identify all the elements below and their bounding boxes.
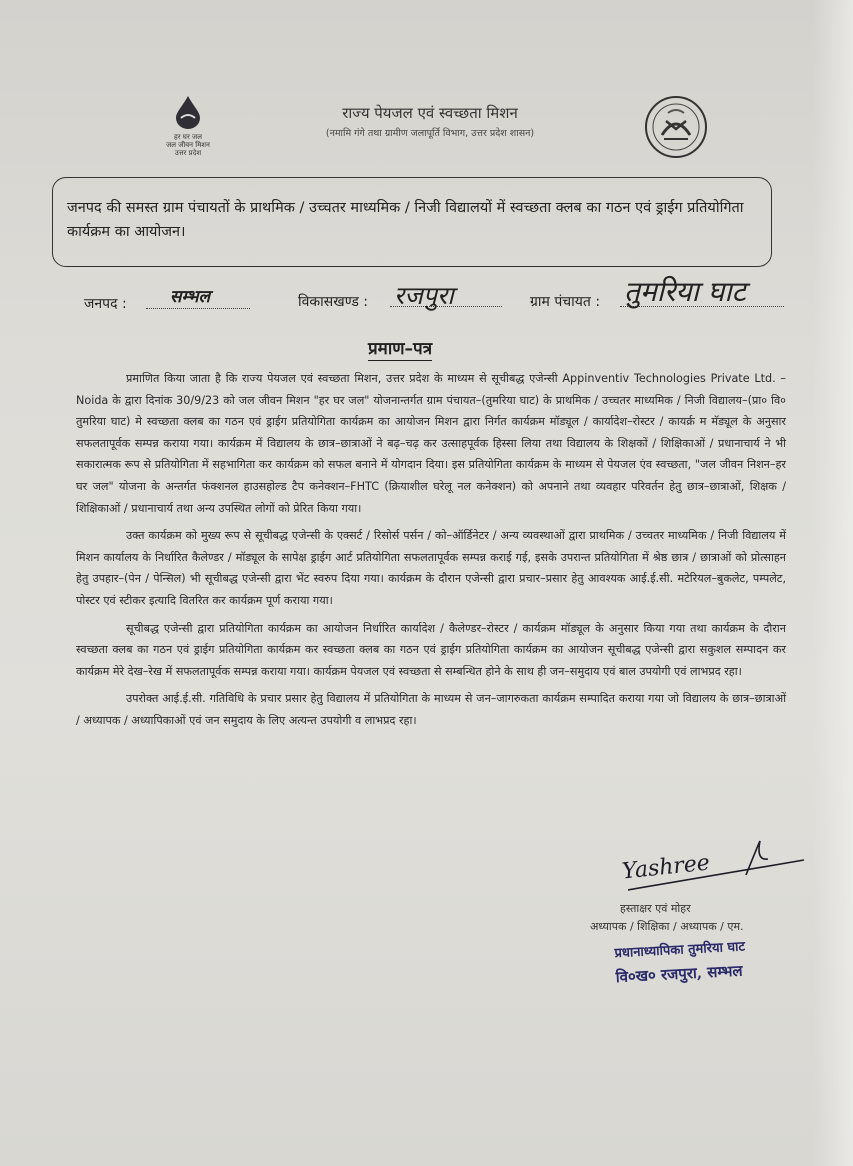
letterhead	[250, 103, 610, 139]
paragraph-3: सूचीबद्ध एजेन्सी द्वारा प्रतियोगिता कार्यक्रम का आयोजन निर्धारित कार्यादेश / कैलेण्डर–रोस्टर / कार्यक्रम मॉड्यूल के अनुसार किया गया तथा कार्यक्रम के दौरान स्वच्छता क्लब का गठन एवं ड्राईग प्रतियोगिता कार्यक्रम कर स्वच्छता क्लब का गठन एवं ड्राईग प्रतियोगिता कार्यक्रम का आयोजन सूचीबद्ध एजेन्सी द्वारा सकुशल सम्पादन कर कार्यक्रम मेरे देख–रेख में सफलतापूर्वक सम्पन्न कराया गया। कार्यक्रम पेयजल एवं स्वच्छता से सम्बन्धित होने के साथ ही जन–समुदाय एवं बाल उपयोगी एवं लाभप्रद रहा।	[76, 621, 786, 678]
subject-text: जनपद की समस्त ग्राम पंचायतों के प्राथमिक / उच्चतर माध्यमिक / निजी विद्यालयों में स्वच्छता क्लब का गठन एवं ड्राईग प्रतियोगिता कार्यक्रम का आयोजन।	[67, 200, 744, 240]
district-label: जनपद :	[84, 296, 127, 312]
stamp-line-2: वि०ख० रजपुरा, सम्भल	[615, 961, 743, 987]
block-label: विकासखण्ड :	[298, 294, 369, 310]
paragraph-4: उपरोक्त आई.ई.सी. गतिविधि के प्रचार प्रसार हेतु विद्यालय में प्रतियोगिता के माध्यम से जन–जागरुकता कार्यक्रम सम्पादित कराया गया जो विद्यालय के छात्र–छात्राओं / अध्यापक / अध्यापिकाओं एवं जन समुदाय के लिए अत्यन्त उपयोगी व लाभप्रद रहा।	[76, 692, 786, 727]
signer-caption	[590, 900, 744, 936]
district-value: सम्भल	[170, 287, 211, 307]
up-government-emblem-icon	[632, 95, 716, 159]
school-stamp	[614, 933, 816, 987]
logo-caption: हर घर जल जल जीवन मिशन उत्तर प्रदेश	[166, 133, 210, 157]
paragraph-2: उक्त कार्यक्रम को मुख्य रूप से सूचीबद्ध एजेन्सी के एक्सर्ट / रिसोर्स पर्सन / को–ऑर्डिनेटर / अन्य व्यवस्थाओं द्वारा प्राथमिक / उच्चतर माध्यमिक / निजी विद्यालय में मिशन कार्यालय के निर्धारित कैलेण्डर / मॉड्यूल के सापेक्ष ड्राईग आर्ट प्रतियोगिता सफलतापूर्वक सम्पन्न कराई गई, इसके उपरान्त प्रतियोगिता में श्रेष्ठ छात्र / छात्राओं को प्रोत्साहन हेतु उपहार–(पेन / पेन्सिल) भी सूचीबद्ध एजेन्सी द्वारा भेंट स्वरुप दिया गया। कार्यक्रम के दौरान एजेन्सी द्वारा प्रचार–प्रसार हेतु आवश्यक आई.ई.सी. मटेरियल–बुकलेट, पम्पलेट, पोस्टर एवं स्टीकर इत्यादि वितरित कर कार्यक्रम पूर्ण कराया गया।	[76, 529, 786, 607]
department-name: (नमामि गंगे तथा ग्रामीण जलापूर्ति विभाग, उत्तर प्रदेश शासन)	[325, 128, 535, 139]
water-drop-icon	[173, 95, 203, 129]
block-value: रजपुरा	[394, 281, 454, 310]
certificate-title: प्रमाण–पत्र	[368, 336, 432, 361]
subject-box	[52, 177, 772, 267]
sign-seal-caption: हस्ताक्षर एवं मोहर	[620, 902, 691, 915]
stamp-line-1: प्रधानाध्यापिका तुमरिया घाट	[614, 939, 746, 962]
paragraph-1: प्रमाणित किया जाता है कि राज्य पेयजल एवं स्वच्छता मिशन, उत्तर प्रदेश के माध्यम से सूचीबद्ध एजेन्सी Appinventiv Technologies Private Ltd. – Noida के द्वारा दिनांक 30/9/23 को जल जीवन मिशन "हर घर जल" योजनान्तर्गत ग्राम पंचायत–(तुमरिया घाट) के प्राथमिक / उच्चतर माध्यमिक / निजी विद्यालय–(प्रा० वि० तुमरिया घाट) मे स्वच्छता क्लब का गठन एवं ड्राईग प्रतियोगिता कार्यक्रम का आयोजन मिशन द्वारा निर्गत कार्यक्रम मॉड्यूल / कार्यादेश–रोस्टर / कायर्क्र म मॅड्यूल के अनुसार सफलतापूर्वक सम्पन्न कराया गया। कार्यक्रम में विद्यालय के छात्र–छात्राओं ने बढ़–चढ़ कर उत्साहपूर्वक हिस्सा लिया तथा विद्यालय के शिक्षकों / शिक्षिकाओं / प्रधानाचार्य ने भी सकारात्मक रूप से प्रतियोगिता में सहभागिता कर कार्यक्रम को सफल बनाने में योगदान दिया। इस प्रतियोगिता कार्यक्रम के माध्यम से पेयजल एंव स्वच्छता, "जल जीवन निशन–हर घर जल" योजना के अन्तर्गत फंक्शनल हाउसहोल्ड टैप कनेक्शन–FHTC (क्रियाशील घरेलू नल कनेक्शन) को अपनाने तथा व्यवहार परिवर्तन हेतु छात्र–छात्राओं, शिक्षक / शिक्षिकाओं / प्रधानाचार्य तथा अन्य उपस्थित लोगों को प्रेरित किया गया।	[76, 372, 786, 515]
location-fields	[84, 275, 824, 320]
mission-name: राज्य पेयजल एवं स्वच्छता मिशन	[342, 104, 518, 122]
signature-name: Yashree	[620, 850, 712, 885]
certificate-body	[76, 368, 786, 738]
panchayat-value: तुमरिया घाट	[624, 275, 746, 308]
teacher-caption: अध्यापक / शिक्षिका / अध्यापक / एम.	[590, 920, 744, 933]
panchayat-label: ग्राम पंचायत :	[530, 294, 601, 310]
har-ghar-jal-logo	[158, 95, 218, 165]
